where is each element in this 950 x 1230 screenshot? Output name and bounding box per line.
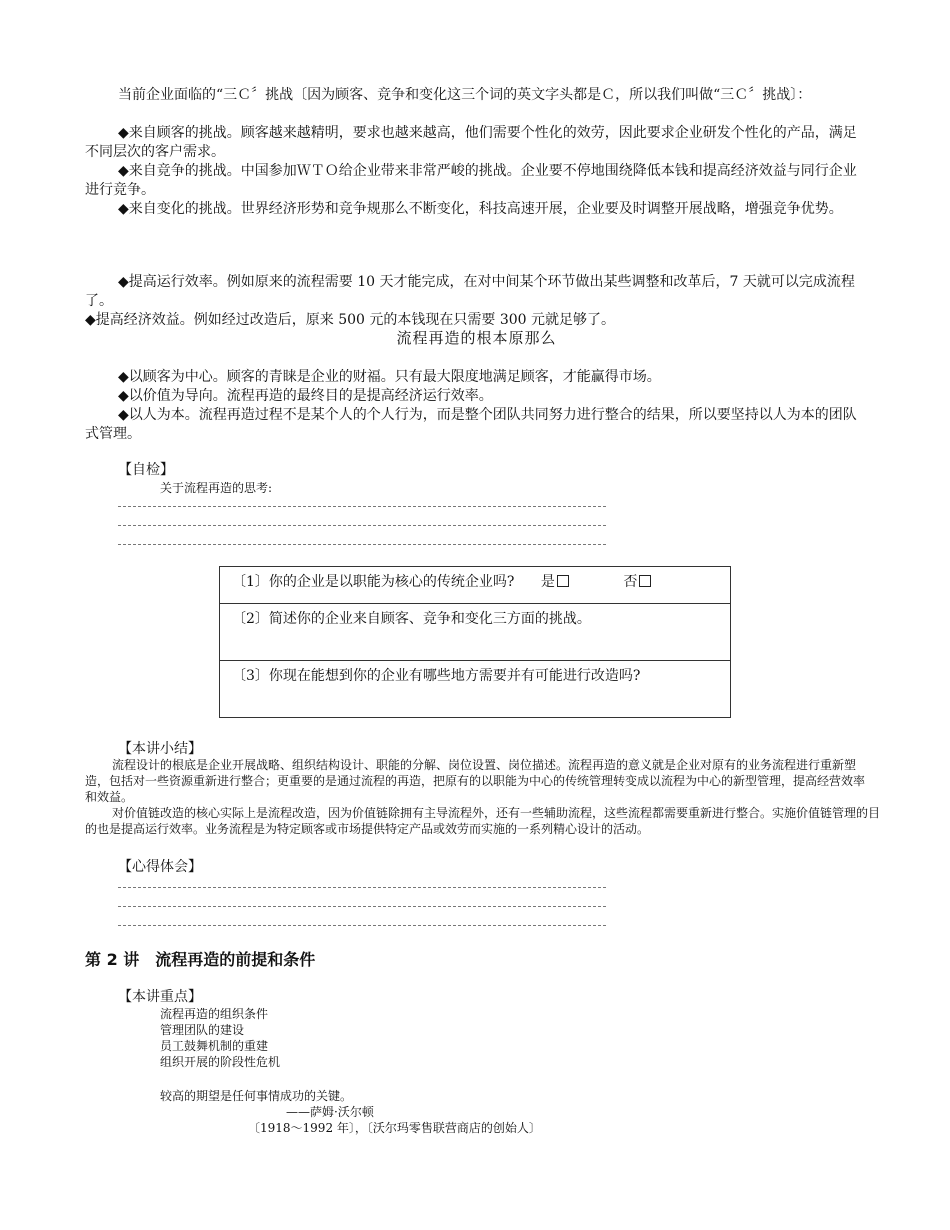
challenge-change: ◆来自变化的挑战。世界经济形势和竞争规那么不断变化，科技高速开展，企业要及时调整开展战略，增强竞争优势。 xyxy=(118,201,843,217)
principle-people: ◆以人为本。流程再造过程不是某个人的个人行为，而是整个团队共同努力进行整合的结果，所以要坚持以人为本的团队式管理。 xyxy=(85,407,857,442)
question-row xyxy=(220,661,731,718)
answer-line[interactable] xyxy=(118,525,606,526)
focus-item: 流程再造的组织条件 xyxy=(160,1007,269,1021)
summary-paragraph-2: 对价值链改造的核心实际上是流程改造，因为价值链除拥有主导流程外，还有一些辅助流程，这些流程都需要重新进行整合。实施价值链管理的目的也是提高运行效率。业务流程是为特定顾客或市场提供特定产品或效劳而实施的一系列精心设计的活动。 xyxy=(85,806,881,836)
focus-item: 员工鼓舞机制的重建 xyxy=(160,1039,269,1053)
answer-line[interactable] xyxy=(118,906,606,907)
self-check-title: 【自检】 xyxy=(118,462,174,478)
answer-line[interactable] xyxy=(118,887,606,888)
question-row xyxy=(220,604,731,661)
self-check-prompt: 关于流程再造的思考: xyxy=(160,481,273,495)
challenge-customer: ◆来自顾客的挑战。顾客越来越精明，要求也越来越高，他们需要个性化的效劳，因此要求企业研发个性化的产品，满足不同层次的客户需求。 xyxy=(85,125,857,160)
answer-line[interactable] xyxy=(118,506,606,507)
question-cell xyxy=(220,567,731,604)
no-checkbox-icon[interactable] xyxy=(639,575,651,587)
reflection-title: 【心得体会】 xyxy=(118,859,202,875)
questionnaire-table xyxy=(219,566,731,718)
principle-value: ◆以价值为导向。流程再造的最终目的是提高经济运行效率。 xyxy=(118,388,493,404)
quote-note: 〔1918～1992 年〕，〔沃尔玛零售联营商店的创始人〕 xyxy=(248,1121,541,1135)
quote-text: 较高的期望是任何事情成功的关键。 xyxy=(160,1089,353,1103)
question-1: 〔1〕你的企业是以职能为核心的传统企业吗? xyxy=(232,574,515,590)
focus-item: 管理团队的建设 xyxy=(160,1023,245,1037)
benefit-economic: ◆提高经济效益。例如经过改造后，原来 500 元的本钱现在只需要 300 元就足够了。 xyxy=(85,312,616,328)
principle-customer: ◆以顾客为中心。顾客的青睐是企业的财福。只有最大限度地满足顾客，才能赢得市场。 xyxy=(118,369,661,385)
challenge-competition: ◆来自竞争的挑战。中国参加ＷＴＯ给企业带来非常严峻的挑战。企业要不停地围绕降低本钱和提高经济效益与同行企业进行竞争。 xyxy=(85,163,857,198)
question-cell[interactable] xyxy=(220,661,731,718)
focus-item: 组织开展的阶段性危机 xyxy=(160,1055,281,1069)
yes-label: 是 xyxy=(540,574,555,590)
no-option[interactable] xyxy=(623,574,651,590)
question-3: 〔3〕你现在能想到你的企业有哪些地方需要并有可能进行改造吗? xyxy=(232,668,641,684)
lecture-2-heading: 第 2 讲 流程再造的前提和条件 xyxy=(85,950,316,969)
no-label: 否 xyxy=(623,574,638,590)
intro-paragraph: 当前企业面临的“三Ｃ〞挑战〔因为顾客、竞争和变化这三个词的英文字头都是Ｃ，所以我们叫做“三Ｃ〞挑战〕： xyxy=(118,87,812,103)
benefit-efficiency: ◆提高运行效率。例如原来的流程需要 10 天才能完成，在对中间某个环节做出某些调整和改革后，7 天就可以完成流程了。 xyxy=(85,274,855,309)
summary-paragraph-1: 流程设计的根底是企业开展战略、组织结构设计、职能的分解、岗位设置、岗位描述。流程再造的意义就是企业对原有的业务流程进行重新塑造，包括对一些资源重新进行整合；更重要的是通过流程的再造，把原有的以职能为中心的传统管理转变成以流程为中心的新型管理，提高经营效率和效益。 xyxy=(85,758,866,804)
answer-line[interactable] xyxy=(118,544,606,545)
answer-line[interactable] xyxy=(118,925,606,926)
yes-option[interactable] xyxy=(541,574,573,590)
focus-title: 【本讲重点】 xyxy=(118,989,202,1005)
quote-author: ——萨姆·沃尔顿 xyxy=(286,1105,374,1119)
question-row xyxy=(220,567,731,604)
yes-checkbox-icon[interactable] xyxy=(557,575,569,587)
question-2: 〔2〕简述你的企业来自顾客、竞争和变化三方面的挑战。 xyxy=(232,611,591,627)
principles-heading: 流程再造的根本原那么 xyxy=(396,329,557,347)
question-cell[interactable] xyxy=(220,604,731,661)
summary-title: 【本讲小结】 xyxy=(118,741,202,757)
